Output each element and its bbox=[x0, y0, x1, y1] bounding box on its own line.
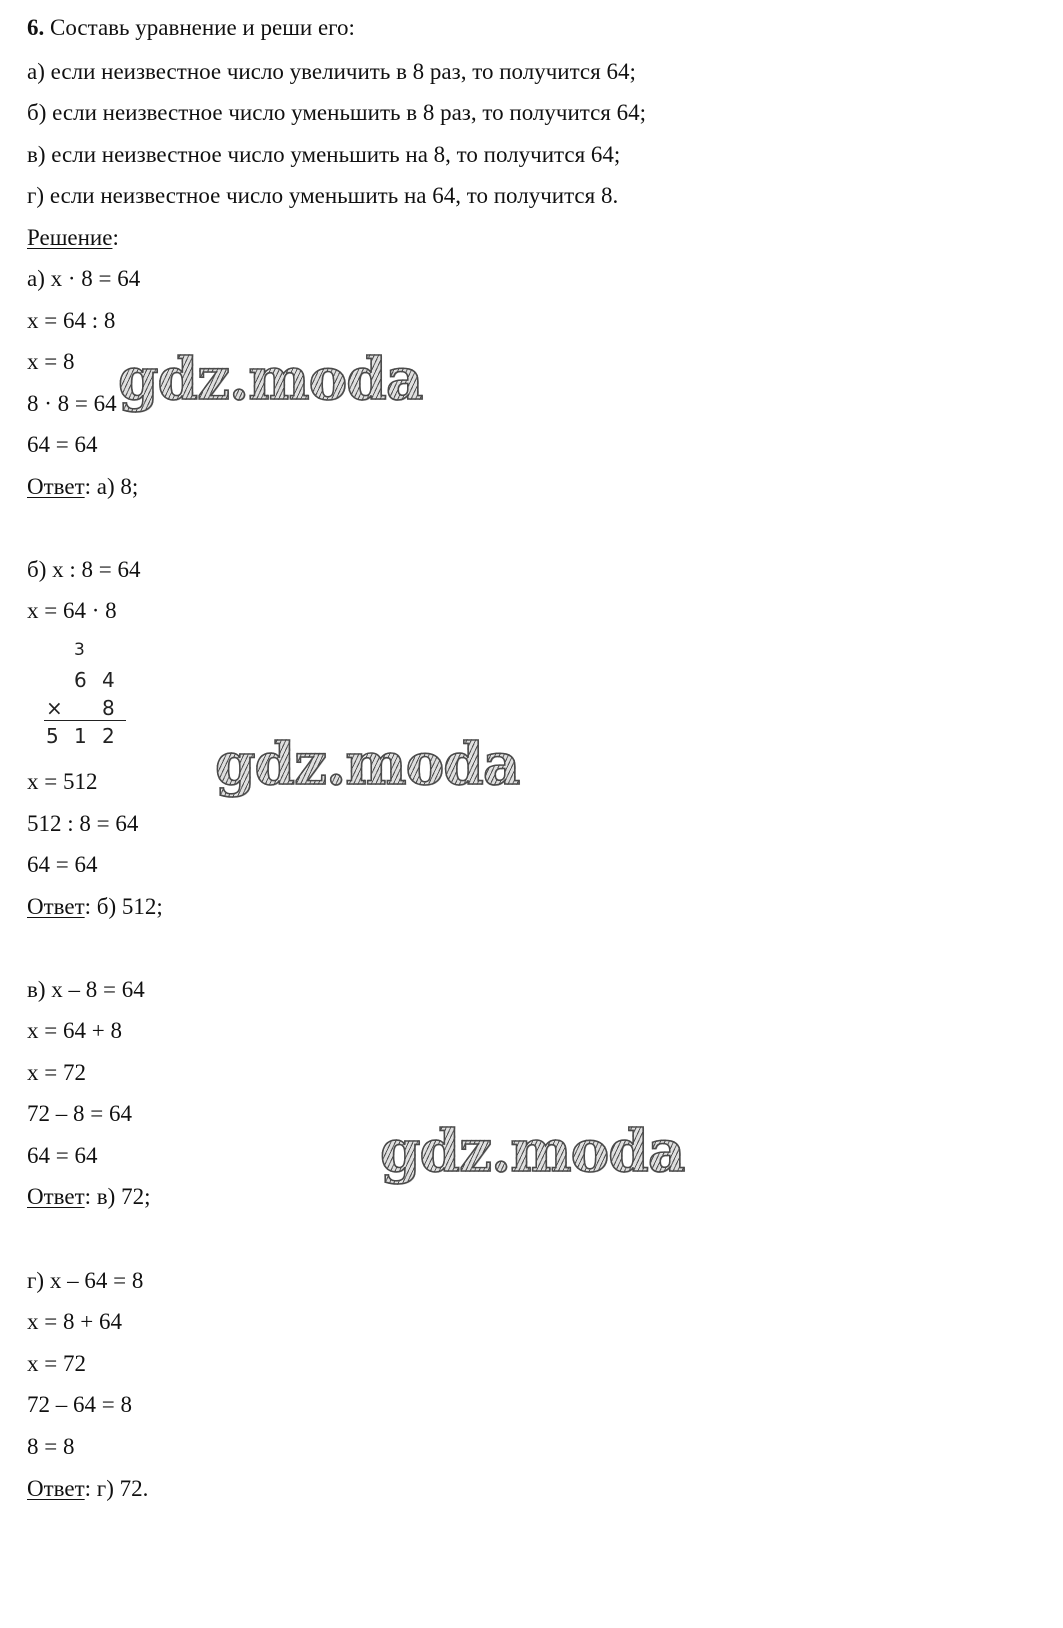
answer-value: : в) 72; bbox=[84, 1184, 151, 1209]
mult-bottom-digit: 8 bbox=[102, 696, 115, 720]
solution-label: Решение bbox=[27, 225, 113, 250]
answer-label: Ответ bbox=[27, 1476, 85, 1501]
answer-label: Ответ bbox=[27, 894, 85, 919]
part-b-line: б) x : 8 = 64 bbox=[27, 557, 141, 582]
column-multiplication bbox=[40, 640, 130, 778]
task-item-c: в) если неизвестное число уменьшить на 8, то получится 64; bbox=[27, 142, 621, 167]
answer-value: : б) 512; bbox=[84, 894, 163, 919]
part-b-line: x = 64 · 8 bbox=[27, 598, 117, 623]
part-d-line: г) x – 64 = 8 bbox=[27, 1268, 144, 1293]
watermark: gdz.moda bbox=[118, 345, 423, 413]
mult-result-digit: 1 bbox=[74, 724, 87, 748]
part-c-line: x = 72 bbox=[27, 1060, 86, 1085]
watermark: gdz.moda bbox=[380, 1117, 685, 1185]
mult-result-digit: 2 bbox=[102, 724, 115, 748]
part-a-answer bbox=[27, 473, 138, 501]
part-b-line: x = 512 bbox=[27, 769, 98, 794]
mult-result-digit: 5 bbox=[46, 724, 59, 748]
task-item-d: г) если неизвестное число уменьшить на 64, то получится 8. bbox=[27, 183, 619, 208]
part-d-line: x = 72 bbox=[27, 1351, 86, 1376]
mult-rule bbox=[44, 720, 126, 721]
answer-label: Ответ bbox=[27, 1184, 85, 1209]
part-b-line: 64 = 64 bbox=[27, 852, 98, 877]
task-heading bbox=[27, 14, 355, 42]
part-d-line: 8 = 8 bbox=[27, 1434, 75, 1459]
mult-carry: 3 bbox=[74, 640, 85, 660]
part-a-line: 64 = 64 bbox=[27, 432, 98, 457]
part-c-line: 72 – 8 = 64 bbox=[27, 1101, 132, 1126]
solution-heading: Решение: bbox=[27, 225, 119, 250]
part-a-line: 8 · 8 = 64 bbox=[27, 391, 117, 416]
watermark: gdz.moda bbox=[215, 730, 520, 798]
part-c-line: x = 64 + 8 bbox=[27, 1018, 122, 1043]
answer-value: : а) 8; bbox=[84, 474, 139, 499]
part-c-line: 64 = 64 bbox=[27, 1143, 98, 1168]
task-item-b: б) если неизвестное число уменьшить в 8 раз, то получится 64; bbox=[27, 100, 647, 125]
answer-label: Ответ bbox=[27, 474, 85, 499]
part-d-line: 72 – 64 = 8 bbox=[27, 1392, 132, 1417]
part-d-line: x = 8 + 64 bbox=[27, 1309, 122, 1334]
part-c-line: в) x – 8 = 64 bbox=[27, 977, 145, 1002]
part-d-answer bbox=[27, 1475, 148, 1503]
task-title: Составь уравнение и реши его: bbox=[50, 15, 355, 40]
part-a-line: x = 64 : 8 bbox=[27, 308, 116, 333]
mult-top-digit: 4 bbox=[102, 668, 115, 692]
part-c-answer bbox=[27, 1183, 150, 1211]
part-a-line: x = 8 bbox=[27, 349, 75, 374]
mult-top-digit: 6 bbox=[74, 668, 87, 692]
mult-operator: × bbox=[46, 696, 63, 720]
part-b-answer bbox=[27, 893, 163, 921]
task-number: 6. bbox=[27, 15, 45, 40]
part-a-line: а) x · 8 = 64 bbox=[27, 266, 141, 291]
part-b-line: 512 : 8 = 64 bbox=[27, 811, 139, 836]
task-item-a: а) если неизвестное число увеличить в 8 раз, то получится 64; bbox=[27, 59, 636, 84]
answer-value: : г) 72. bbox=[84, 1476, 149, 1501]
